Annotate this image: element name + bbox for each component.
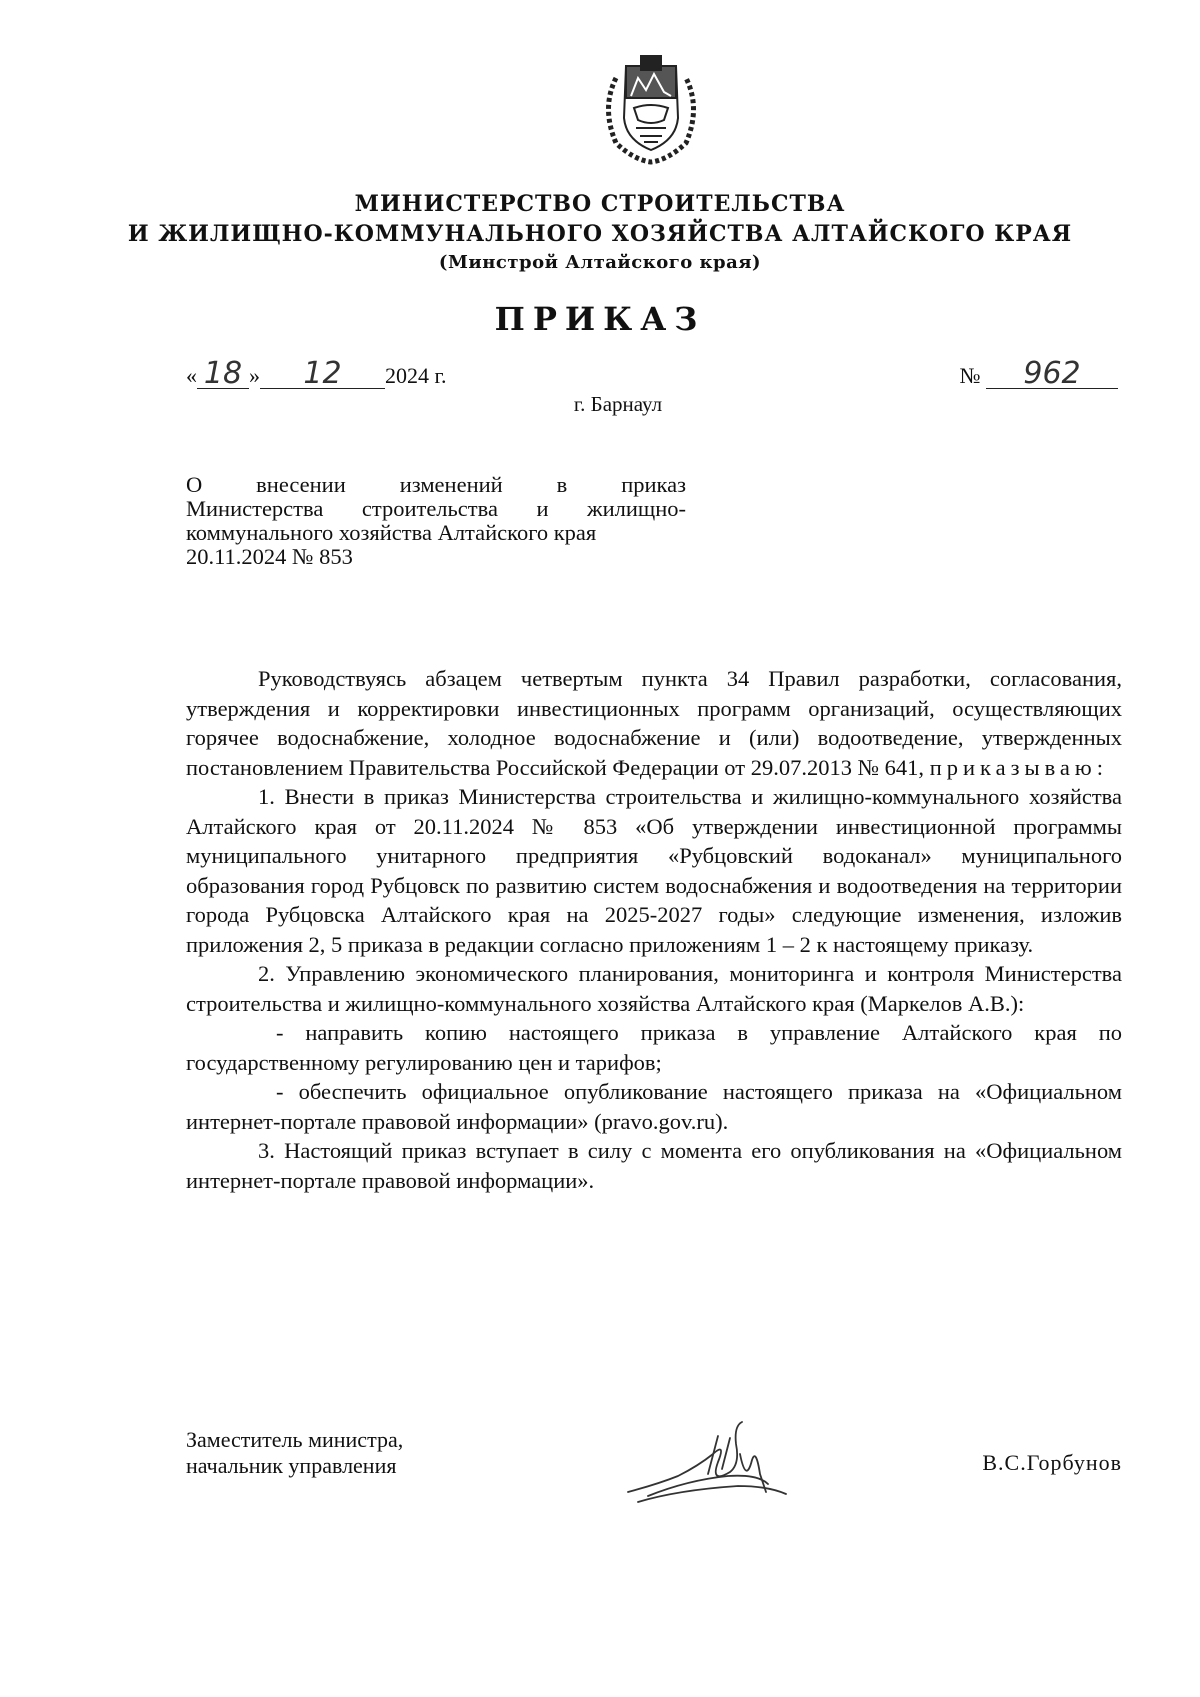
number-value: 962 [986, 360, 1118, 389]
item-2-paragraph: 2. Управлению экономического планирования, мониторинга и контроля Министерства строительства и жилищно-коммунального хозяйства Алтайского края (Маркелов А.В.): [186, 961, 1122, 1016]
subject-line: Министерства строительства и жилищно- [186, 496, 686, 521]
date-month: 12 [260, 360, 385, 389]
position-line: начальник управления [186, 1453, 397, 1478]
signatory-position [186, 1427, 403, 1479]
date-year: 2024 г. [385, 363, 447, 388]
organization-name-line1: МИНИСТЕРСТВО СТРОИТЕЛЬСТВА [354, 191, 846, 217]
subject-line: О внесении изменений в приказ [186, 472, 686, 497]
subject-line: 20.11.2024 № 853 [186, 544, 353, 569]
document-number [959, 356, 1119, 391]
document-date [186, 356, 447, 391]
item-3-paragraph: 3. Настоящий приказ вступает в силу с момента его опубликования на «Официальном интернет-портале правовой информации». [186, 1138, 1122, 1193]
coat-of-arms-icon [596, 48, 706, 166]
document-title: ПРИКАЗ [494, 300, 706, 338]
handwritten-signature-icon [618, 1414, 818, 1514]
date-day: 18 [197, 360, 249, 389]
organization-short-name: (Минстрой Алтайского края) [438, 252, 762, 273]
document-city: г. Барнаул [573, 392, 663, 416]
number-prefix: № [959, 363, 981, 388]
item-2-bullet-2: - обеспечить официальное опубликование настоящего приказа на «Официальном интернет-портале правовой информации» (pravo.gov.ru). [186, 1079, 1122, 1134]
document-body [186, 664, 1122, 1195]
document-subject [186, 473, 686, 569]
date-quote-close: » [249, 363, 260, 388]
signatory-name: В.С.Горбунов [982, 1450, 1122, 1475]
item-1-paragraph: 1. Внести в приказ Министерства строительства и жилищно-коммунального хозяйства Алтайского края от 20.11.2024 № 853 «Об утверждении инвестиционной программы муниципального унитарного предприятия «Рубцовский водоканал» муниципального образования город Рубцовск по развитию систем водоснабжения и водоотведения на территории города Рубцовска Алтайского края на 2025-2027 годы» следующие изменения, изложив приложения 2, 5 приказа в редакции согласно приложениям 1 – 2 к настоящему приказу. [186, 784, 1122, 957]
order-word: приказываю: [929, 754, 1108, 780]
preamble-text: Руководствуясь абзацем четвертым пункта 34 Правил разработки, согласования, утверждения и корректировки инвестиционных программ организаций, осуществляющих горячее водоснабжение, холодное водоснабжение и (или) водоотведение, утвержденных постановлением Правительства Российской Федерации от 29.07.2013 № 641, [186, 666, 1122, 780]
item-2-bullet-1: - направить копию настоящего приказа в управление Алтайского края по государственному регулированию цен и тарифов; [186, 1020, 1122, 1075]
position-line: Заместитель министра, [186, 1427, 404, 1452]
subject-line: коммунального хозяйства Алтайского края [186, 520, 597, 545]
organization-name-line2: И ЖИЛИЩНО-КОММУНАЛЬНОГО ХОЗЯЙСТВА АЛТАЙСКОГО КРАЯ [127, 221, 1073, 247]
date-quote-open: « [186, 363, 197, 388]
preamble-paragraph [186, 664, 1122, 782]
